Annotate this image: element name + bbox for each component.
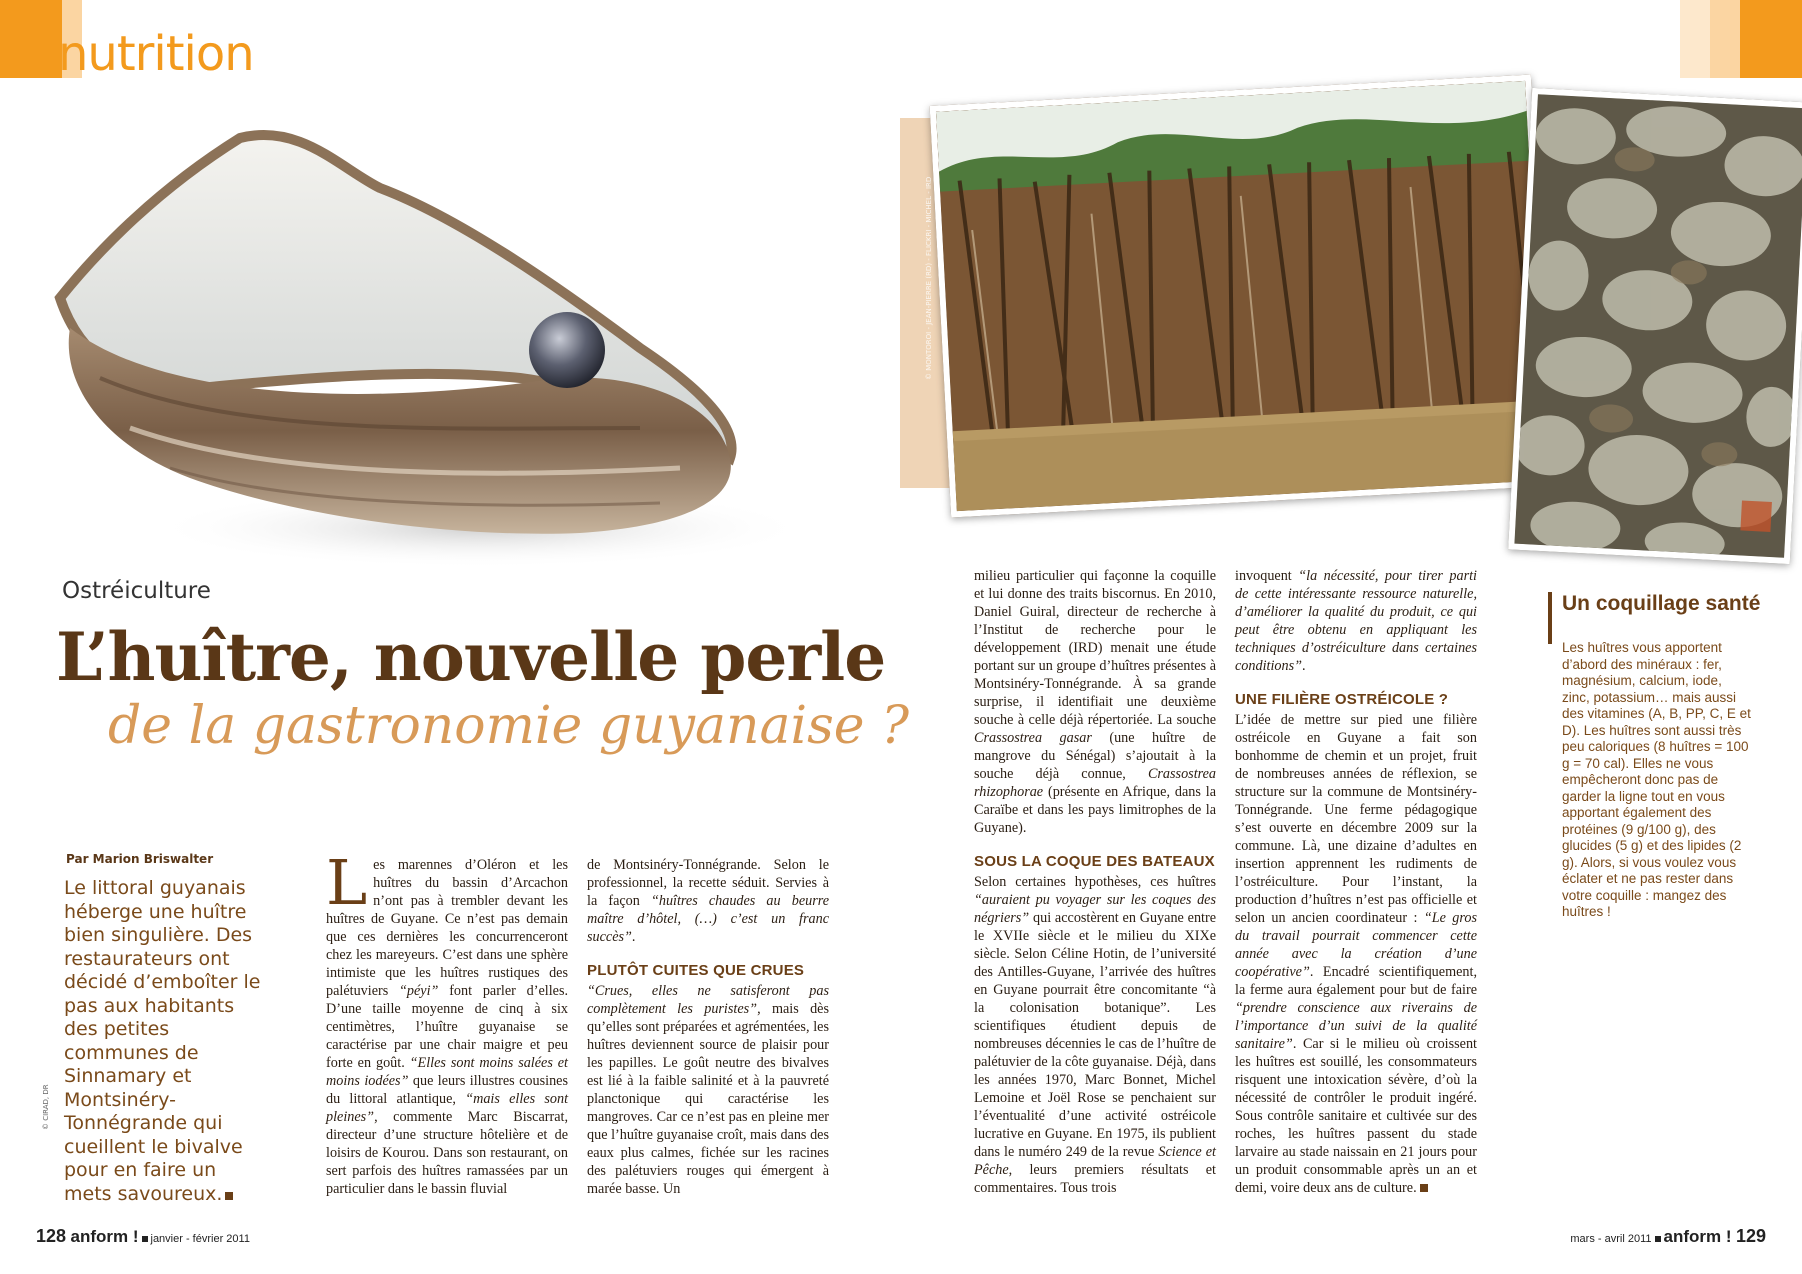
subheading: UNE FILIÈRE OSTRÉICOLE ? — [1235, 691, 1449, 708]
paragraph — [1235, 567, 1477, 675]
square-bullet-icon — [142, 1236, 148, 1242]
oyster-pearl-image — [40, 128, 840, 568]
text-run: (présente en Afrique, dans la Caraïbe et dans les pays limitrophes de la Guyane). — [974, 784, 1216, 836]
text-run: . Encadré scientifiquement, la ferme aura également pour but de faire — [1235, 964, 1477, 998]
article-kicker: Ostréiculture — [62, 578, 211, 604]
text-run: , mais dès qu’elles sont préparées et agrémentées, les huîtres deviennent source de plaisir pour les papilles. Le goût neutre des bivalves est lié à la faible salinité et à la pauvreté planctonique qui caractérise les mangroves. Car ce n’est pas en pleine mer que l’huître guyanaise croît, mais dans des eaux plus calmes, fichée sur les racines des palétuviers rouges qui émergent à marée basse. Un — [587, 1001, 829, 1197]
oyster-cluster-photo — [1508, 88, 1802, 564]
sidebar-accent-bar — [1548, 592, 1552, 644]
text-run: que leurs illustres cousines du littoral atlantique, — [326, 1073, 568, 1107]
square-bullet-icon — [1655, 1236, 1661, 1242]
text-run: , leurs premiers résultats et commentaires. Tous trois — [974, 1162, 1216, 1196]
issue-date: janvier - février 2011 — [150, 1233, 250, 1245]
magazine-name: anform ! — [70, 1227, 139, 1246]
end-mark-icon — [225, 1192, 233, 1200]
quote: “la nécessité, pour tirer parti de cette intéressante ressource naturelle, d’améliorer la qualité du produit, ce qui peut être obtenu en appliquant les techniques d’ostréiculture dans certaines conditions” — [1235, 568, 1477, 674]
section-label: nutrition — [58, 26, 254, 82]
sidebar-title: Un coquillage santé — [1562, 592, 1761, 615]
header-accent-bar-right — [1740, 0, 1802, 78]
subheading: PLUTÔT CUITES QUE CRUES — [587, 962, 805, 979]
page-number: 129 — [1735, 1226, 1766, 1246]
text-run: es marennes d’Oléron et les huîtres du bassin d’Arcachon n’ont pas à trembler devant les huîtres de Guyane. Ce n’est pas demain que ces dernières les concurrenceront chez les mareyeurs. C’est dans une sphère intimiste que les huîtres rustiques des palétuviers — [326, 857, 568, 999]
article-title: L’huître, nouvelle perle — [56, 618, 886, 696]
quote: “huîtres chaudes au beurre maître d’hôtel, (…) c’est un franc succès” — [587, 893, 830, 945]
quote: “Crues, elles ne satisferont pas complètement les puristes” — [587, 983, 829, 1017]
text-run: L’idée de mettre sur pied une filière ostréicole en Guyane a fait son bonhomme de chemin et un projet, fruit de nombreuses années de réflexion, se structure sur la commune de Montsinéry-Tonnégrande. Une ferme pédagogique s’est ouverte en décembre 2009 sur la commune. Là, une dizaine d’adultes en insertion apprennent les rudiments de l’ostréiculture. Pour l’instant, la production d’huîtres n’est pas officielle et selon un ancien coordinateur : — [1235, 712, 1477, 926]
photo-credit: © MONTOROI - JEAN-PIERRE (RD) - FLICKRI - MICHEL - IRD — [925, 176, 933, 380]
image-credit: © CIRAD, DR — [42, 1084, 50, 1130]
paragraph — [326, 846, 569, 1198]
text-run: qui accostèrent en Guyane entre le XVIIe siècle et le milieu du XIXe siècle. Selon Céline Hotin, de l’université des Antilles-Guyane, l’arrivée des huîtres en Guyane pourrait être concomitante “à la colonisation botanique”. Les scientifiques étudient depuis de nombreuses décennies le cas de l’huître de palétuvier de la côte guyanaise. Déjà, dans les années 1970, Marc Bonnet, Michel Lemoine et Joël Rose se penchaient sur l’éventualité d’une activité ostréicole lucrative en Guyane. En 1975, ils publient dans le numéro 249 de la revue — [974, 910, 1216, 1160]
quote: “Elles sont moins salées et moins iodées” — [326, 1055, 569, 1089]
paragraph — [587, 856, 829, 946]
paragraph — [974, 873, 1216, 1197]
article-column-4 — [1235, 567, 1477, 1197]
end-mark-icon — [1420, 1184, 1428, 1192]
text-run: de Montsinéry-Tonnégrande. Selon le professionnel, la recette séduit. Servies à la façon — [587, 857, 829, 909]
mangrove-roots-photo — [930, 75, 1553, 518]
footer-right — [1570, 1226, 1766, 1247]
header-accent-bar-right-light — [1710, 0, 1740, 78]
oyster-cluster-image — [1514, 94, 1802, 558]
header-accent-bar-left — [0, 0, 62, 78]
article-column-1 — [326, 846, 569, 1198]
text-run: milieu particulier qui façonne la coquille et lui donne des traits biscornus. En 2010, Daniel Guiral, directeur de recherche à l’Institut de recherche pour le développement (IRD) menait une étude portant sur un groupe d’huîtres présentes à Montsinéry-Tonnégrande. À sa grande surprise, il identifiait une deuxième souche à celle déjà répertoriée. La souche — [974, 568, 1216, 728]
quote: “péyi” — [399, 983, 439, 999]
mangrove-roots-image — [936, 81, 1546, 511]
article-column-2 — [587, 856, 829, 1198]
journal-name: Science et Pêche — [974, 1144, 1216, 1178]
header-accent-bar-right-lighter — [1680, 0, 1710, 78]
text-run: (une huître de mangrove du Sénégal) s’ajoutait à la souche déjà connue, — [974, 730, 1217, 782]
text-run: , commente Marc Biscarrat, directeur d’une structure hôtelière et de loisirs de Kourou. Dans son restaurant, on sert parfois des huîtres ramassées par un particulier dans le bassin fluvial — [326, 1109, 568, 1197]
quote: “prendre conscience aux riverains de l’importance d’un suivi de la qualité sanitaire” — [1235, 1000, 1477, 1052]
text-run: font parler d’elles. D’une taille moyenne de cinq à six centimètres, l’huître guyanaise se caractérise par une chair maigre et peu forte en goût. — [326, 983, 569, 1071]
text-run: . Car si le milieu où croissent les huîtres est souillé, les consommateurs risquent une intoxication sévère, d’où la nécessité de contrôler le produit ingéré. Sous contrôle sanitaire et cultivée sur des roches, les huîtres passent du stade larvaire au stade naissain en 21 jours pour un produit consommable après un an et demi, voire deux ans de culture. — [1235, 1036, 1477, 1196]
text-run: . — [1302, 658, 1306, 674]
species-name: Crassostrea rhizophorae — [974, 766, 1217, 800]
article-lede — [64, 877, 264, 1206]
quote: “mais elles sont pleines” — [326, 1091, 569, 1125]
paragraph — [587, 982, 829, 1198]
page-number: 128 — [36, 1226, 67, 1246]
paragraph — [974, 567, 1216, 837]
sidebar-body: Les huîtres vous apportent d’abord des minéraux : fer, magnésium, calcium, iode, zinc, potassium… mais aussi des vitamines (A, B, PP, C, E et D). Les huîtres sont aussi très peu caloriques (8 huîtres = 100 g = 70 cal). Elles ne vous empêcheront donc pas de garder la ligne tout en vous apportant également des protéines (9 g/100 g), des glucides (5 g) et des lipides (2 g). Alors, si vous voulez vous éclater et ne pas rester dans votre coquille : mangez des huîtres ! — [1562, 640, 1751, 919]
issue-date: mars - avril 2011 — [1570, 1233, 1652, 1245]
article-subtitle: de la gastronomie guyanaise ? — [108, 696, 909, 756]
lede-text: Le littoral guyanais héberge une huître bien singulière. Des restaurateurs ont décidé d’emboîter le pas aux habitants des petites communes de Sinnamary et Montsinéry-Tonnégrande qui cueillent le bivalve pour en faire un mets savoureux. — [64, 877, 261, 1205]
text-run: Selon certaines hypothèses, ces huîtres — [974, 874, 1216, 890]
quote: “Le gros du travail pourrait commencer cette année avec la création d’une coopérative” — [1235, 910, 1477, 980]
article-column-3 — [974, 567, 1216, 1197]
subheading: SOUS LA COQUE DES BATEAUX — [974, 853, 1215, 870]
text-run: invoquent — [1235, 568, 1292, 584]
magazine-name: anform ! — [1663, 1227, 1732, 1246]
article-byline: Par Marion Briswalter — [66, 852, 214, 866]
species-name: Crassostrea gasar — [974, 730, 1092, 746]
drop-cap: L — [326, 846, 368, 919]
paragraph — [1235, 711, 1477, 1197]
text-run: . — [631, 929, 636, 945]
quote: “auraient pu voyager sur les coques des négriers” — [974, 892, 1216, 926]
footer-left — [36, 1226, 250, 1247]
